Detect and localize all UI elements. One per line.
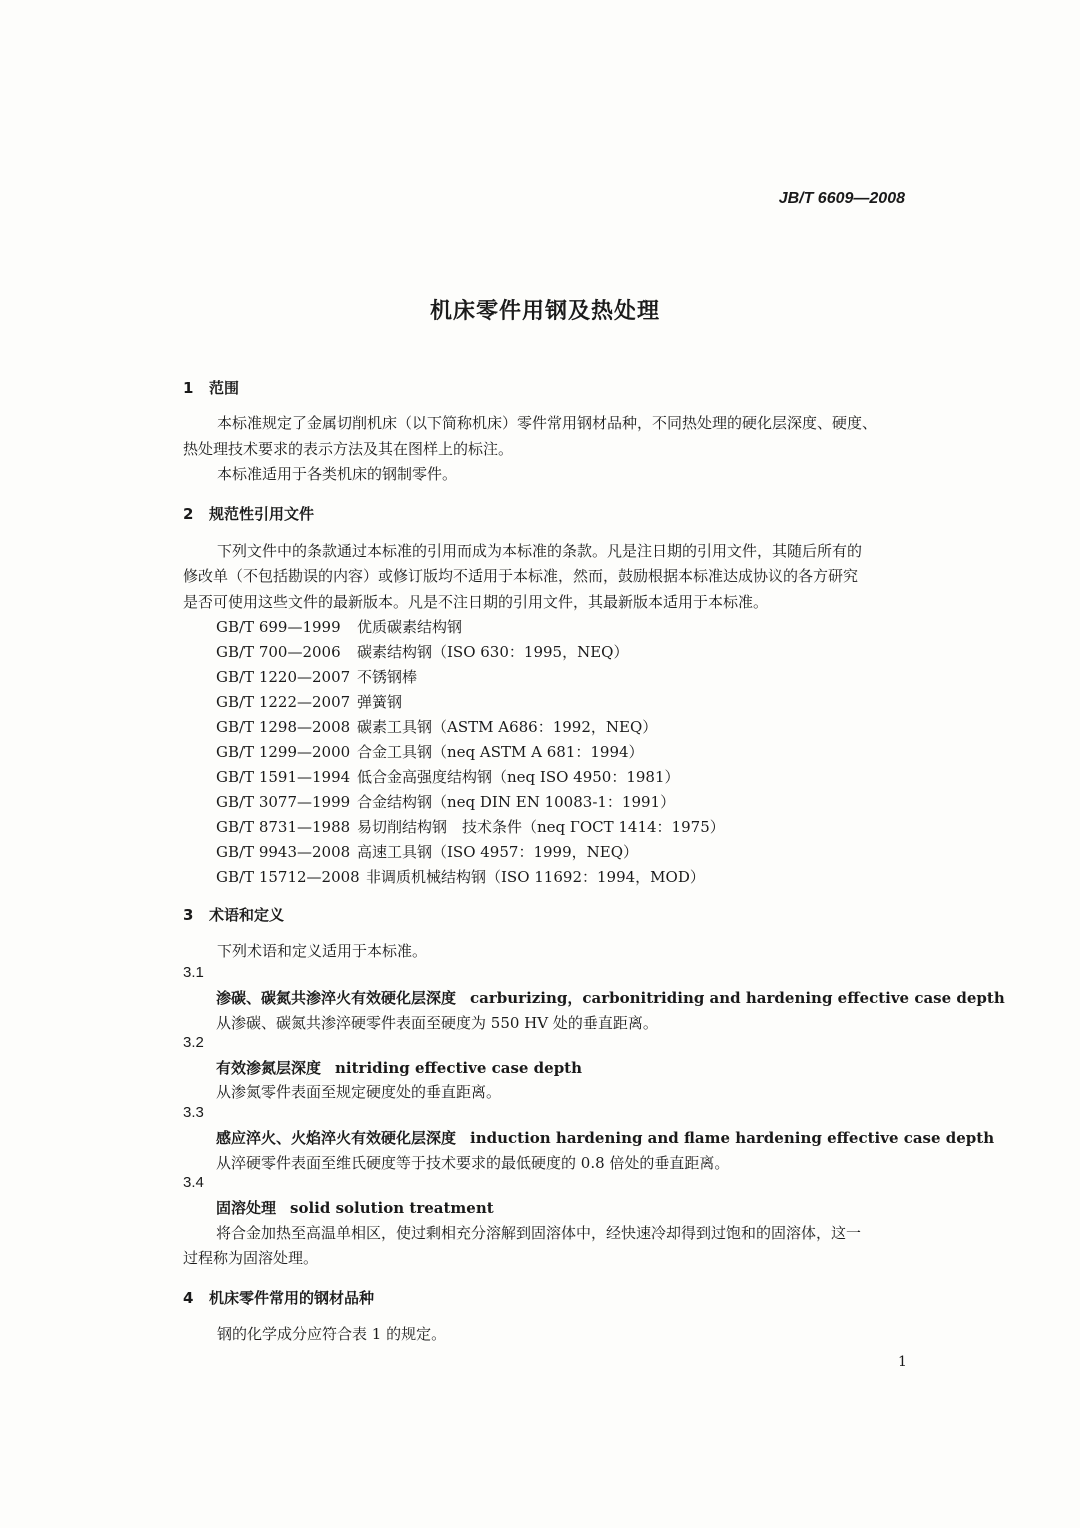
reference-item — [216, 716, 657, 737]
section-title: 机床零件常用的钢材品种 — [209, 1289, 375, 1307]
term-zh: 固溶处理 — [216, 1199, 277, 1217]
section-number: 3 — [183, 906, 194, 924]
reference-item — [216, 841, 638, 862]
reference-title: 高速工具钢（ISO 4957：1999，NEQ） — [357, 843, 638, 861]
paragraph-line: 钢的化学成分应符合表 1 的规定。 — [217, 1325, 447, 1343]
section-title: 术语和定义 — [209, 906, 285, 924]
paragraph-line: 本标准规定了金属切削机床（以下简称机床）零件常用钢材品种，不同热处理的硬化层深度、硬度、 — [217, 414, 878, 432]
term-title — [216, 987, 1005, 1008]
term-definition: 从渗碳、碳氮共渗淬硬零件表面至硬度为 550 HV 处的垂直距离。 — [216, 1014, 658, 1032]
section-4-heading — [183, 1287, 374, 1308]
reference-item — [216, 666, 417, 687]
term-definition: 将合金加热至高温单相区，使过剩相充分溶解到固溶体中，经快速冷却得到过饱和的固溶体，这一 — [216, 1224, 862, 1242]
reference-code: GB/T 3077—1999 — [216, 793, 351, 811]
reference-title: 碳素工具钢（ASTM A686：1992，NEQ） — [357, 718, 658, 736]
term-zh: 有效渗氮层深度 — [216, 1059, 322, 1077]
reference-title: 非调质机械结构钢（ISO 11692：1994，MOD） — [366, 868, 705, 886]
term-en: nitriding effective case depth — [335, 1059, 583, 1077]
reference-title: 优质碳素结构钢 — [357, 618, 463, 636]
reference-title: 碳素结构钢（ISO 630：1995，NEQ） — [357, 643, 629, 661]
term-en: solid solution treatment — [290, 1199, 494, 1217]
reference-code: GB/T 9943—2008 — [216, 843, 351, 861]
reference-code: GB/T 15712—2008 — [216, 868, 360, 886]
term-title — [216, 1057, 582, 1078]
paragraph-line: 热处理技术要求的表示方法及其在图样上的标注。 — [183, 440, 514, 458]
section-title: 范围 — [209, 379, 240, 397]
term-zh: 感应淬火、火焰淬火有效硬化层深度 — [216, 1129, 457, 1147]
term-definition: 从渗氮零件表面至规定硬度处的垂直距离。 — [216, 1083, 502, 1101]
reference-code: GB/T 699—1999 — [216, 618, 341, 636]
reference-code: GB/T 1299—2000 — [216, 743, 351, 761]
paragraph-line: 是否可使用这些文件的最新版本。凡是不注日期的引用文件，其最新版本适用于本标准。 — [183, 593, 769, 611]
term-definition: 过程称为固溶处理。 — [183, 1249, 319, 1267]
reference-item — [216, 616, 462, 637]
reference-title: 不锈钢棒 — [357, 668, 418, 686]
term-number: 3.3 — [183, 1104, 204, 1121]
term-en: induction hardening and flame hardening effective case depth — [470, 1129, 995, 1147]
reference-item — [216, 741, 644, 762]
reference-title: 合金工具钢（neq ASTM A 681：1994） — [357, 743, 644, 761]
paragraph-line: 下列文件中的条款通过本标准的引用而成为本标准的条款。凡是注日期的引用文件，其随后所有的 — [217, 542, 863, 560]
reference-code: GB/T 1298—2008 — [216, 718, 351, 736]
reference-item — [216, 641, 628, 662]
term-number: 3.4 — [183, 1174, 204, 1191]
reference-code: GB/T 1591—1994 — [216, 768, 351, 786]
section-2-heading — [183, 503, 314, 524]
reference-title: 合金结构钢（neq DIN EN 10083-1：1991） — [357, 793, 676, 811]
section-1-heading — [183, 377, 239, 398]
reference-item — [216, 816, 725, 837]
section-number: 2 — [183, 505, 194, 523]
paragraph-line: 本标准适用于各类机床的钢制零件。 — [217, 465, 458, 483]
reference-item — [216, 866, 705, 887]
reference-item — [216, 791, 675, 812]
term-zh: 渗碳、碳氮共渗淬火有效硬化层深度 — [216, 989, 457, 1007]
page-number: 1 — [898, 1354, 907, 1370]
document-title: 机床零件用钢及热处理 — [429, 299, 660, 324]
reference-code: GB/T 1220—2007 — [216, 668, 351, 686]
reference-title: 低合金高强度结构钢（neq ISO 4950：1981） — [357, 768, 680, 786]
section-number: 4 — [183, 1289, 194, 1307]
reference-title: 易切削结构钢 技术条件（neq ГОСТ 1414：1975） — [357, 818, 725, 836]
term-title — [216, 1127, 994, 1148]
reference-item — [216, 691, 402, 712]
reference-code: GB/T 700—2006 — [216, 643, 341, 661]
term-en: carburizing，carbonitriding and hardening effective case depth — [470, 989, 1005, 1007]
term-definition: 从淬硬零件表面至维氏硬度等于技术要求的最低硬度的 0.8 倍处的垂直距离。 — [216, 1154, 730, 1172]
reference-title: 弹簧钢 — [357, 693, 403, 711]
reference-code: GB/T 8731—1988 — [216, 818, 351, 836]
standard-code: JB/T 6609—2008 — [778, 190, 905, 207]
reference-item — [216, 766, 680, 787]
section-number: 1 — [183, 379, 194, 397]
section-title: 规范性引用文件 — [209, 505, 315, 523]
section-3-heading — [183, 904, 284, 925]
reference-code: GB/T 1222—2007 — [216, 693, 351, 711]
paragraph-line: 下列术语和定义适用于本标准。 — [217, 942, 428, 960]
paragraph-line: 修改单（不包括勘误的内容）或修订版均不适用于本标准，然而，鼓励根据本标准达成协议的各方研究 — [183, 567, 859, 585]
term-title — [216, 1197, 494, 1218]
term-number: 3.2 — [183, 1034, 204, 1051]
term-number: 3.1 — [183, 964, 204, 981]
